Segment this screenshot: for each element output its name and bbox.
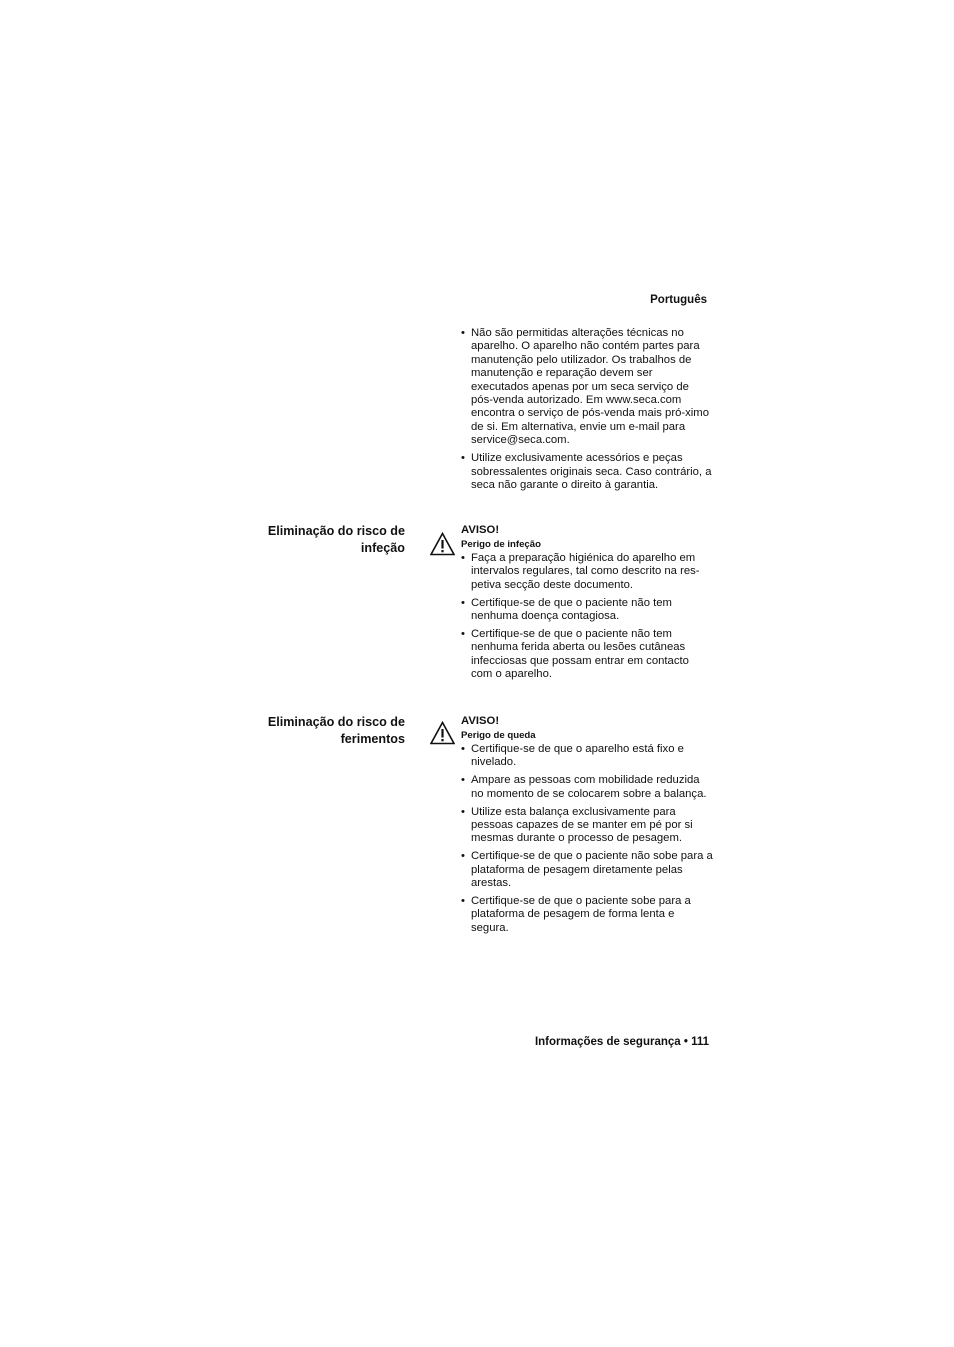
warning-label: AVISO!	[461, 524, 500, 536]
injury-list	[461, 743, 713, 935]
warning-label: AVISO!	[461, 715, 500, 727]
page-language-header: Português	[650, 294, 707, 306]
warning-triangle-icon	[430, 721, 455, 745]
section-title-injury: Eliminação do risco de ferimentos	[267, 715, 405, 746]
intro-block	[461, 327, 713, 497]
list-item: • Ampare as pessoas com mobilidade reduzida no momento de se colocarem sobre a balança.	[461, 774, 713, 801]
intro-list	[461, 327, 713, 492]
hazard-label: Perigo de queda	[461, 730, 536, 741]
list-item: • Utilize esta balança exclusivamente para pessoas capazes de se manter em pé por si mesmas durante o processo de pesagem.	[461, 806, 713, 846]
list-item: • Certifique-se de que o paciente sobe para a plataforma de pesagem de forma lenta e segura.	[461, 895, 713, 935]
section-title-infection: Eliminação do risco de infeção	[267, 524, 405, 555]
list-item: • Certifique-se de que o paciente não sobe para a plataforma de pesagem diretamente pelas arestas.	[461, 850, 713, 890]
list-item: • Utilize exclusivamente acessórios e peças sobressalentes originais seca. Caso contrário, a seca não garante o direito à garantia.	[461, 452, 713, 492]
infection-list	[461, 552, 713, 682]
list-item: • Faça a preparação higiénica do aparelho em intervalos regulares, tal como descrito na res-petiva secção deste documento.	[461, 552, 713, 592]
hazard-label: Perigo de infeção	[461, 539, 541, 550]
warning-block-injury	[461, 714, 713, 940]
list-item: • Certifique-se de que o paciente não tem nenhuma doença contagiosa.	[461, 597, 713, 624]
list-item: • Certifique-se de que o aparelho está fixo e nivelado.	[461, 743, 713, 770]
list-item: • Certifique-se de que o paciente não tem nenhuma ferida aberta ou lesões cutâneas infecciosas que possam entrar em contacto com o aparelho.	[461, 628, 713, 682]
page-footer: Informações de segurança • 111	[534, 1036, 709, 1048]
list-item: • Não são permitidas alterações técnicas no aparelho. O aparelho não contém partes para manutenção pelo utilizador. Os trabalhos de manutenção e reparação devem ser executados apenas por um seca serviço de pós-venda autorizado. Em www.seca.com encontra o serviço de pós-venda mais pró-ximo de si. Em alternativa, envie um e-mail para service@seca.com.	[461, 327, 713, 448]
warning-triangle-icon	[430, 532, 455, 556]
warning-block-infection	[461, 523, 713, 686]
